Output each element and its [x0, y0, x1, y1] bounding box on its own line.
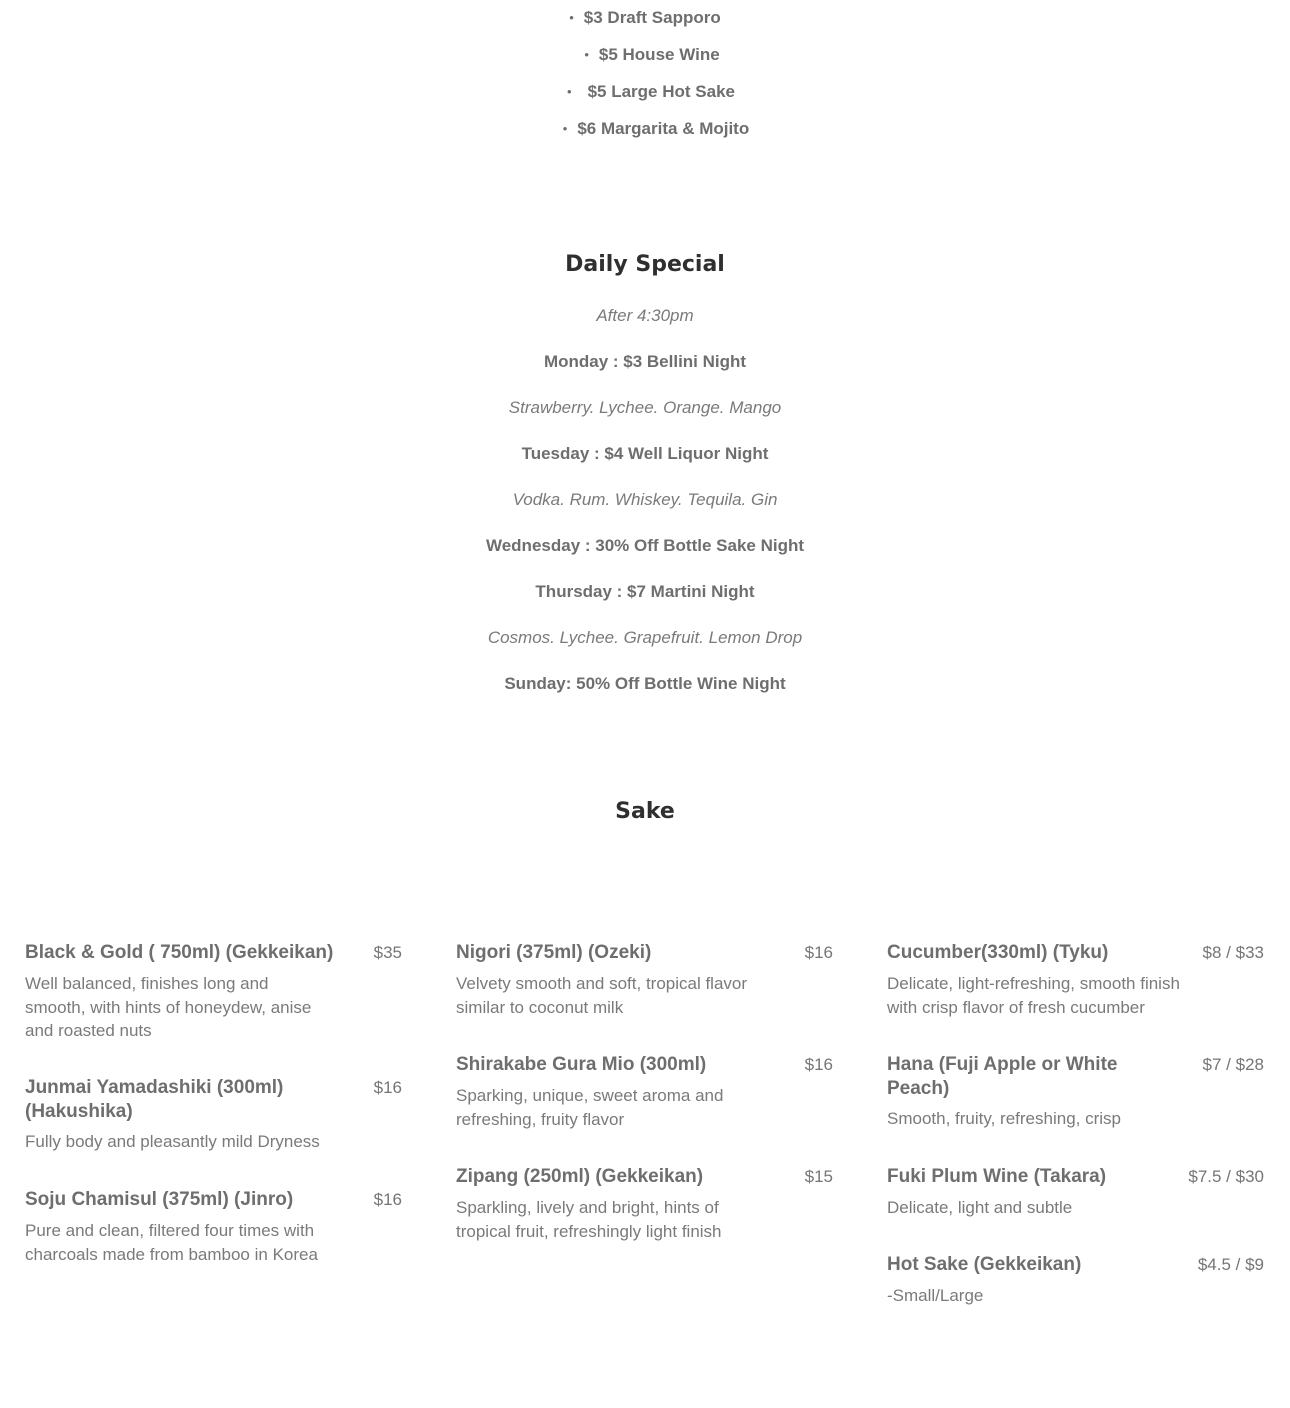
special-sunday: Sunday: 50% Off Bottle Wine Night	[504, 674, 786, 693]
menu-item-description: Fully body and pleasantly mild Dryness	[25, 1132, 320, 1151]
bullet-icon: •	[584, 47, 589, 62]
menu-item-description: Velvety smooth and soft, tropical flavor similar to coconut milk	[456, 974, 748, 1017]
special-tuesday: Tuesday : $4 Well Liquor Night	[521, 444, 769, 463]
menu-item-name: Soju Chamisul (375ml) (Jinro)	[25, 1189, 294, 1210]
happy-hour-item-label: $6 Margarita & Mojito	[577, 119, 750, 138]
daily-special-subtitle: After 4:30pm	[596, 306, 694, 325]
special-thursday: Thursday : $7 Martini Night	[535, 582, 755, 601]
menu-item-description: Delicate, light-refreshing, smooth finish with crisp flavor of fresh cucumber	[887, 974, 1180, 1017]
menu-item-name: Cucumber(330ml) (Tyku)	[887, 942, 1109, 963]
special-monday-flavors: Strawberry. Lychee. Orange. Mango	[508, 398, 782, 417]
menu-item-name: Nigori (375ml) (Ozeki)	[456, 942, 652, 963]
menu-item-price: $16	[373, 1078, 402, 1097]
menu-item-name: Hot Sake (Gekkeikan)	[887, 1254, 1082, 1275]
menu-item-description: Pure and clean, filtered four times with charcoals made from bamboo in Korea	[25, 1221, 318, 1264]
menu-item-price: $7 / $28	[1202, 1055, 1264, 1074]
menu-item-description: Sparkling, lively and bright, hints of tropical fruit, refreshingly light finish	[456, 1198, 722, 1241]
menu-item-price: $4.5 / $9	[1197, 1255, 1264, 1274]
bullet-icon: •	[562, 121, 568, 136]
menu-item-name: Black & Gold ( 750ml) (Gekkeikan)	[25, 942, 334, 963]
happy-hour-item	[0, 7, 1290, 30]
bullet-icon: •	[569, 10, 574, 25]
menu-item-price: $7.5 / $30	[1188, 1167, 1264, 1186]
menu-item-price: $35	[373, 943, 402, 962]
menu-item-name: Fuki Plum Wine (Takara)	[887, 1166, 1107, 1187]
menu-item-name: Junmai Yamadashiki (300ml) (Hakushika)	[25, 1077, 284, 1122]
menu-item-name: Shirakabe Gura Mio (300ml)	[456, 1054, 707, 1075]
special-tuesday-liquors: Vodka. Rum. Whiskey. Tequila. Gin	[512, 490, 778, 509]
happy-hour-item-label: $5 Large Hot Sake	[587, 82, 735, 101]
happy-hour-item	[0, 44, 1290, 67]
happy-hour-item	[0, 118, 1290, 141]
menu-item-description: -Small/Large	[887, 1286, 984, 1305]
menu-item-name: Zipang (250ml) (Gekkeikan)	[456, 1166, 704, 1187]
menu-item-price: $16	[804, 943, 833, 962]
menu-item-name: Hana (Fuji Apple or White Peach)	[887, 1054, 1118, 1099]
sake-title: Sake	[615, 799, 675, 824]
menu-item-description: Smooth, fruity, refreshing, crisp	[887, 1109, 1121, 1128]
special-thursday-flavors: Cosmos. Lychee. Grapefruit. Lemon Drop	[487, 628, 803, 647]
menu-item-price: $8 / $33	[1202, 943, 1264, 962]
special-monday: Monday : $3 Bellini Night	[543, 352, 747, 371]
menu-item-description: Delicate, light and subtle	[887, 1198, 1073, 1217]
happy-hour-item-label: $3 Draft Sapporo	[583, 8, 721, 27]
menu-item-price: $16	[373, 1190, 402, 1209]
happy-hour-item	[0, 81, 1290, 104]
menu-item-price: $15	[804, 1167, 833, 1186]
special-wednesday: Wednesday : 30% Off Bottle Sake Night	[485, 536, 805, 555]
menu-item-description: Well balanced, finishes long and smooth, with hints of honeydew, anise and roasted nuts	[25, 974, 312, 1040]
happy-hour-item-label: $5 House Wine	[598, 45, 720, 64]
daily-special-title: Daily Special	[565, 252, 725, 277]
bullet-icon: •	[567, 84, 572, 99]
menu-item-price: $16	[804, 1055, 833, 1074]
menu-item-description: Sparking, unique, sweet aroma and refreshing, fruity flavor	[456, 1086, 724, 1129]
